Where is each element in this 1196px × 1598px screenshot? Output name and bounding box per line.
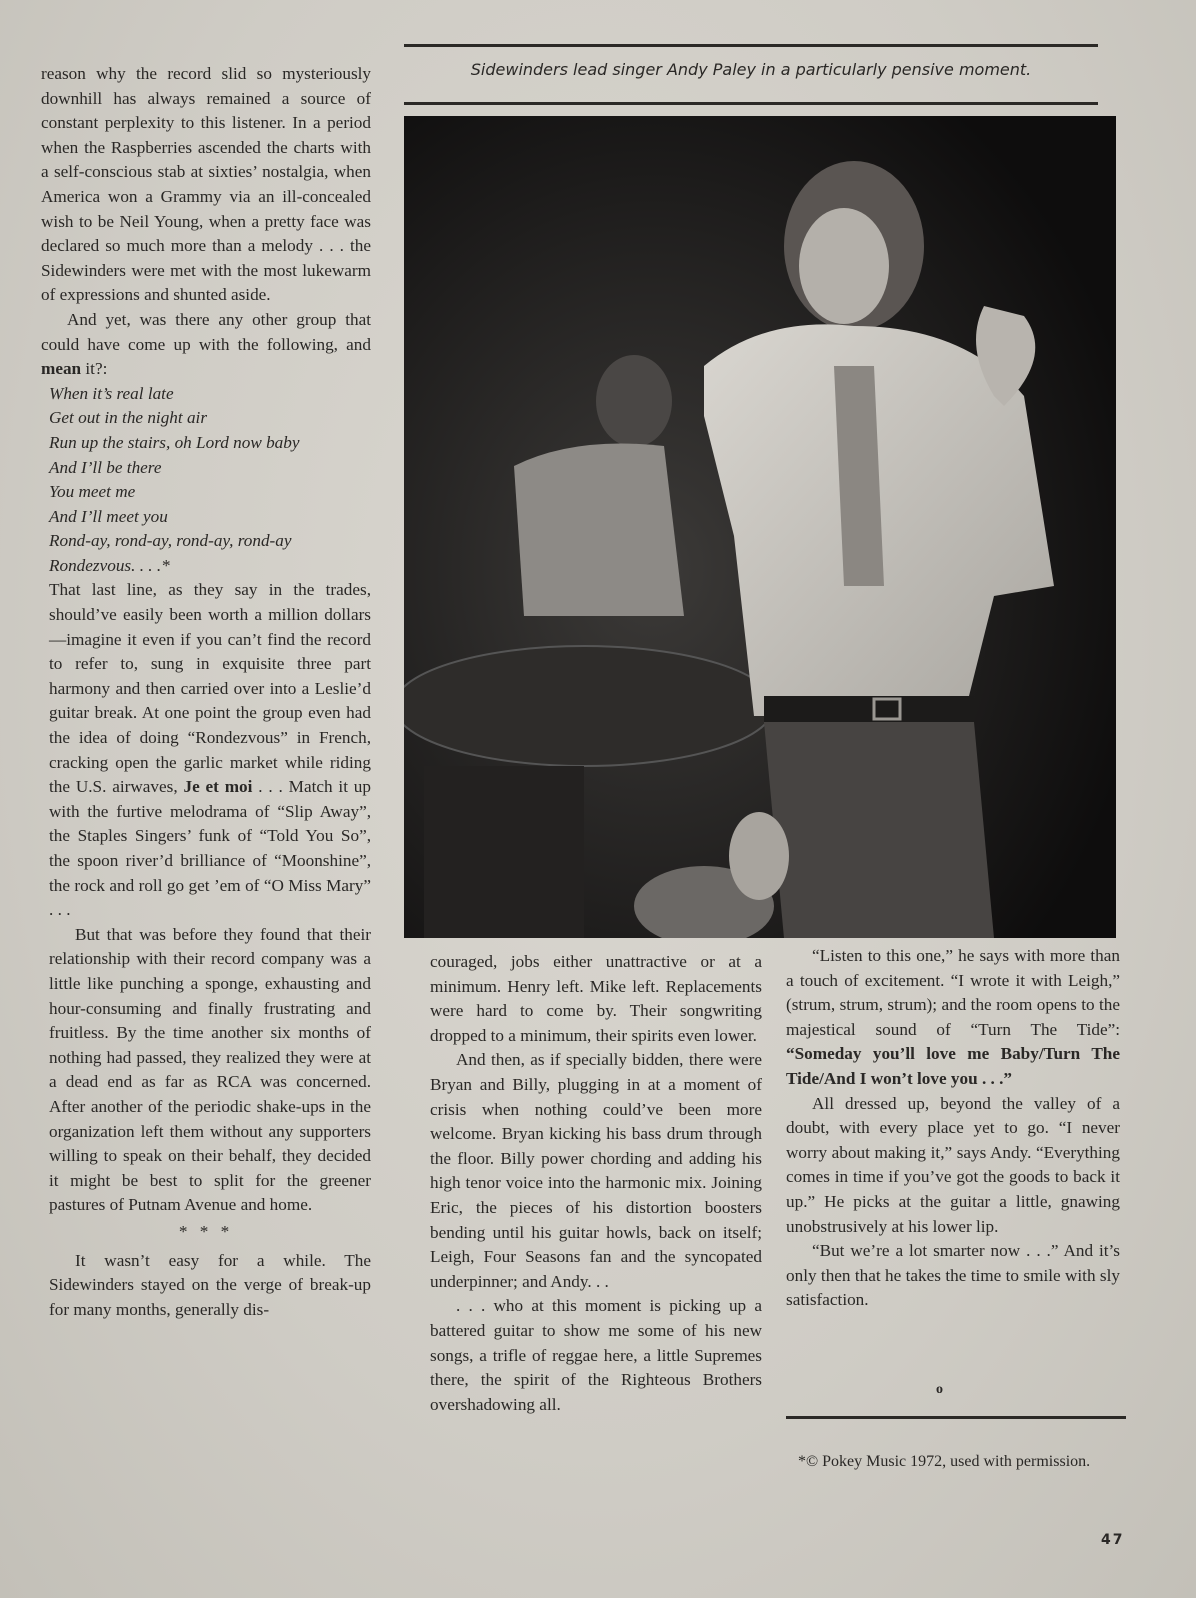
photo-caption: Sidewinders lead singer Andy Paley in a particularly pensive moment. xyxy=(470,60,1032,79)
concert-photo xyxy=(404,116,1116,938)
song-lyrics xyxy=(41,382,371,579)
article-column-3 xyxy=(786,944,1120,1313)
lyric-line: And I’ll be there xyxy=(49,457,162,477)
paragraph: And then, as if specially bidden, there were Bryan and Billy, plugging in at a moment of crisis when nothing could’ve been more welcome. Bryan kicking his bass drum through the floor. Billy power chording and adding his high tenor voice into the harmonic mix. Joining Eric, the pieces of his distortion boosters bending until his guitar howls, back on itself; Leigh, Four Seasons fan and the syncopated underpinner; and Andy. . . xyxy=(430,1050,762,1291)
lyric-line: When it’s real late xyxy=(49,383,174,403)
article-end-mark: o xyxy=(936,1382,943,1397)
lyric-line: Rondezvous. . . .* xyxy=(49,555,170,575)
caption-top-rule xyxy=(404,44,1098,47)
paragraph: couraged, jobs either unattractive or at a minimum. Henry left. Mike left. Replacements were hard to come by. Their songwriting dropped to a minimum, their spirits even lower. xyxy=(430,952,762,1045)
paragraph: But that was before they found that their relationship with their record company was a little like punching a sponge, exhausting and hour-consuming and finally frustrating and fruitless. By the time another six months of nothing had passed, they realized they were at a dead end as far as RCA was concerned. After another of the periodic shake-ups in the organization left them without any supporters willing to speak on their behalf, they decided it might be best to split for the greener pastures of Putnam Avenue and home. xyxy=(49,924,371,1215)
footnote-rule xyxy=(786,1416,1126,1419)
paragraph: . . . who at this moment is picking up a battered guitar to show me some of his new songs, a trifle of reggae here, a little Supremes there, the spirit of the Righteous Brothers overshadowing all. xyxy=(430,1296,762,1414)
lyric-line: Rond-ay, rond-ay, rond-ay, rond-ay xyxy=(49,531,292,551)
copyright-footnote: *© Pokey Music 1972, used with permission. xyxy=(798,1453,1091,1470)
section-break: * * * xyxy=(178,1221,234,1241)
article-column-1 xyxy=(41,62,371,1322)
paragraph: All dressed up, beyond the valley of a doubt, with every place yet to go. “I never worry about making it,” says Andy. “Everything comes in time if you’ve got the goods to back it up.” He picks at the guitar a little, gnawing unobstrusively at his lower lip. xyxy=(786,1093,1120,1236)
caption-bottom-rule xyxy=(404,102,1098,105)
photo-illustration xyxy=(404,116,1116,938)
lyric-line: And I’ll meet you xyxy=(49,506,168,526)
paragraph: reason why the record slid so mysteriously downhill has always remained a source of constant perplexity to this listener. In a period when the Raspberries ascended the charts with a self-conscious stab at sixties’ nostalgia, when America won a Grammy via an ill-concealed wish to be Neil Young, when a pretty face was declared so much more than a melody . . . the Sidewinders were met with the most lukewarm of expressions and shunted aside. xyxy=(41,64,371,305)
paragraph: And yet, was there any other group that could have come up with the following, and mean it?: xyxy=(41,309,371,379)
paragraph: That last line, as they say in the trades, should’ve easily been worth a million dollars—imagine it even if you can’t find the record to refer to, sung in exquisite three part harmony and then carried over into a Leslie’d guitar break. At one point the group even had the idea of doing “Rondezvous” in French, cracking open the garlic market while riding the U.S. airwaves, Je et moi . . . Match it up with the furtive melodrama of “Slip Away”, the Staples Singers’ funk of “Told You So”, the spoon river’d brilliance of “Moonshine”, the rock and roll go get ’em of “O Miss Mary” . . . xyxy=(49,580,371,920)
article-column-2 xyxy=(430,950,762,1417)
paragraph: “But we’re a lot smarter now . . .” And it’s only then that he takes the time to smile with sly satisfaction. xyxy=(786,1241,1120,1310)
paragraph: It wasn’t easy for a while. The Sidewinders stayed on the verge of break-up for many months, generally dis- xyxy=(49,1250,371,1319)
lyric-line: Get out in the night air xyxy=(49,408,208,428)
lyric-line: Run up the stairs, oh Lord now baby xyxy=(49,432,300,452)
lyric-line: You meet me xyxy=(49,482,136,502)
paragraph: “Listen to this one,” he says with more than a touch of excitement. “I wrote it with Leigh,” (strum, strum, strum); and the room opens to the majestical sound of “Turn The Tide”: “Someday you’ll love me Baby/Turn The Tide/And I won’t love you . . .” xyxy=(786,946,1120,1088)
page-number: 47 xyxy=(1101,1532,1125,1548)
